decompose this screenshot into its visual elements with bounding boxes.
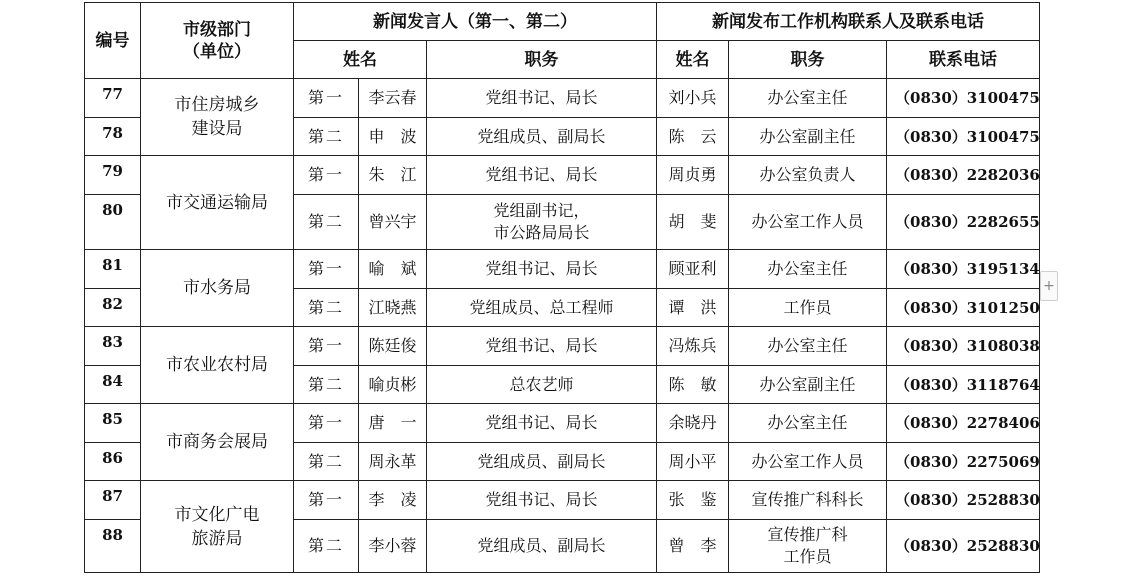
table-row (85, 327, 1040, 366)
contact-name-cell: 周小平 (657, 443, 729, 481)
contact-post-line1: 办公室副主任 (759, 374, 856, 394)
seq-cell: 第二 (294, 443, 359, 481)
dept-cell (141, 404, 294, 481)
post-line1: 党组书记、局长 (485, 336, 598, 355)
contact-post-line1: 办公室主任 (767, 88, 848, 107)
seq-cell: 第二 (294, 195, 359, 250)
contact-post-line1: 办公室工作人员 (751, 212, 864, 231)
header-dept-line1: 市级部门 (183, 19, 251, 40)
row-id: 82 (85, 289, 141, 327)
phone-cell: （0830）3101250 (887, 289, 1040, 327)
contact-name-cell: 顾亚利 (657, 250, 729, 289)
contact-post-cell (729, 118, 887, 156)
phone-cell: （0830）3100475 (887, 118, 1040, 156)
name-cell: 朱 江 (359, 156, 427, 195)
post-cell (427, 250, 657, 289)
name-cell: 李小蓉 (359, 520, 427, 573)
table-row (85, 404, 1040, 443)
post-line1: 党组成员、副局长 (477, 451, 606, 471)
row-id: 77 (85, 79, 141, 118)
contact-post-cell (729, 404, 887, 443)
contact-post-cell (729, 79, 887, 118)
seq-cell: 第二 (294, 520, 359, 573)
name-cell: 喻贞彬 (359, 366, 427, 404)
dept-cell (141, 156, 294, 250)
seq-cell: 第一 (294, 79, 359, 118)
name-cell: 江晓燕 (359, 289, 427, 327)
contact-post-line1: 办公室工作人员 (751, 451, 864, 471)
phone-cell: （0830）2528830 (887, 520, 1040, 573)
name-cell: 曾兴宇 (359, 195, 427, 250)
phone-cell: （0830）3100475 (887, 79, 1040, 118)
contact-post-cell (729, 327, 887, 366)
phone-cell: （0830）3195134 (887, 250, 1040, 289)
phone-cell: （0830）3118764 (887, 366, 1040, 404)
post-cell (427, 79, 657, 118)
post-line1: 总农艺师 (509, 374, 574, 394)
dept-line1: 市农业农村局 (166, 355, 268, 375)
post-cell (427, 289, 657, 327)
row-id: 87 (85, 481, 141, 520)
table-row (85, 250, 1040, 289)
phone-cell: （0830）2282655 (887, 195, 1040, 250)
dept-cell (141, 481, 294, 573)
row-id: 86 (85, 443, 141, 481)
contact-post-line1: 办公室负责人 (759, 165, 856, 184)
contact-name-cell: 余晓丹 (657, 404, 729, 443)
contact-post-line1: 办公室副主任 (759, 126, 856, 146)
table-body (85, 79, 1040, 573)
post-cell (427, 404, 657, 443)
contact-post-line1: 办公室主任 (767, 413, 848, 432)
contact-post-cell (729, 366, 887, 404)
post-cell (427, 156, 657, 195)
post-line1: 党组成员、副局长 (477, 126, 606, 146)
phone-cell: （0830）2278406 (887, 404, 1040, 443)
table-row (85, 156, 1040, 195)
phone-cell: （0830）3108038 (887, 327, 1040, 366)
seq-cell: 第一 (294, 481, 359, 520)
contact-name-cell: 周贞勇 (657, 156, 729, 195)
header-phone: 联系电话 (887, 41, 1040, 79)
table-row (85, 481, 1040, 520)
row-id: 84 (85, 366, 141, 404)
row-id: 79 (85, 156, 141, 195)
phone-cell: （0830）2282036 (887, 156, 1040, 195)
contact-post-cell (729, 195, 887, 250)
header-post: 职务 (427, 41, 657, 79)
contact-name-cell: 胡 斐 (657, 195, 729, 250)
contact-post-cell (729, 289, 887, 327)
contact-post-cell (729, 156, 887, 195)
row-id: 81 (85, 250, 141, 289)
header-dept-line2: （单位） (183, 41, 251, 62)
contact-post-line2: 工作员 (783, 547, 832, 566)
contact-post-cell (729, 250, 887, 289)
contact-post-line1: 宣传推广科 (767, 525, 848, 544)
contact-name-cell: 刘小兵 (657, 79, 729, 118)
name-cell: 李云春 (359, 79, 427, 118)
post-cell (427, 520, 657, 573)
dept-cell (141, 79, 294, 156)
contact-name-cell: 冯炼兵 (657, 327, 729, 366)
contact-name-cell: 曾 李 (657, 520, 729, 573)
seq-cell: 第一 (294, 327, 359, 366)
header-dept (141, 3, 294, 79)
seq-cell: 第一 (294, 250, 359, 289)
contact-post-cell (729, 481, 887, 520)
contact-name-cell: 谭 洪 (657, 289, 729, 327)
dept-cell (141, 327, 294, 404)
post-cell (427, 366, 657, 404)
contact-post-line1: 办公室主任 (767, 259, 848, 278)
dept-cell (141, 250, 294, 327)
post-line1: 党组成员、总工程师 (469, 297, 614, 317)
contact-name-cell: 张 鉴 (657, 481, 729, 520)
table-row (85, 79, 1040, 118)
header-contact-group: 新闻发布工作机构联系人及联系电话 (657, 3, 1040, 41)
seq-cell: 第二 (294, 289, 359, 327)
post-cell (427, 327, 657, 366)
seq-cell: 第二 (294, 118, 359, 156)
name-cell: 周永革 (359, 443, 427, 481)
post-line1: 党组副书记， (493, 201, 590, 220)
dept-line1: 市交通运输局 (166, 192, 268, 213)
contact-post-line1: 工作员 (783, 297, 832, 317)
seq-cell: 第二 (294, 366, 359, 404)
contact-name-cell: 陈 敏 (657, 366, 729, 404)
row-id: 83 (85, 327, 141, 366)
post-line1: 党组书记、局长 (485, 413, 598, 432)
seq-cell: 第一 (294, 156, 359, 195)
dept-line1: 市水务局 (183, 278, 251, 298)
post-cell (427, 118, 657, 156)
header-id: 编号 (85, 3, 141, 79)
post-line1: 党组书记、局长 (485, 88, 598, 107)
header-spokesperson-group: 新闻发言人（第一、第二） (294, 3, 657, 41)
header-contact-name: 姓名 (657, 41, 729, 79)
dept-line1: 市商务会展局 (166, 432, 268, 452)
post-cell (427, 481, 657, 520)
contact-name-cell: 陈 云 (657, 118, 729, 156)
contact-post-cell (729, 443, 887, 481)
post-line2: 市公路局局长 (493, 223, 590, 242)
row-id: 85 (85, 404, 141, 443)
seq-cell: 第一 (294, 404, 359, 443)
name-cell: 申 波 (359, 118, 427, 156)
contact-post-line1: 办公室主任 (767, 336, 848, 355)
post-line1: 党组书记、局长 (485, 259, 598, 278)
dept-line2: 建设局 (191, 119, 243, 139)
post-cell (427, 443, 657, 481)
contact-post-cell (729, 520, 887, 573)
name-cell: 李 凌 (359, 481, 427, 520)
dept-line1: 市住房城乡 (174, 95, 260, 115)
post-cell (427, 195, 657, 250)
name-cell: 唐 一 (359, 404, 427, 443)
plus-icon[interactable]: + (1040, 271, 1058, 301)
phone-cell: （0830）2528830 (887, 481, 1040, 520)
header-contact-post: 职务 (729, 41, 887, 79)
phone-cell: （0830）2275069 (887, 443, 1040, 481)
dept-line1: 市文化广电 (174, 504, 260, 525)
post-line1: 党组成员、副局长 (477, 536, 606, 555)
contact-post-line1: 宣传推广科科长 (751, 490, 864, 509)
row-id: 78 (85, 118, 141, 156)
dept-line2: 旅游局 (191, 528, 243, 549)
row-id: 80 (85, 195, 141, 250)
header-name: 姓名 (294, 41, 427, 79)
post-line1: 党组书记、局长 (485, 165, 598, 184)
row-id: 88 (85, 520, 141, 573)
post-line1: 党组书记、局长 (485, 490, 598, 509)
name-cell: 陈廷俊 (359, 327, 427, 366)
name-cell: 喻 斌 (359, 250, 427, 289)
spokesperson-table (84, 2, 1040, 573)
